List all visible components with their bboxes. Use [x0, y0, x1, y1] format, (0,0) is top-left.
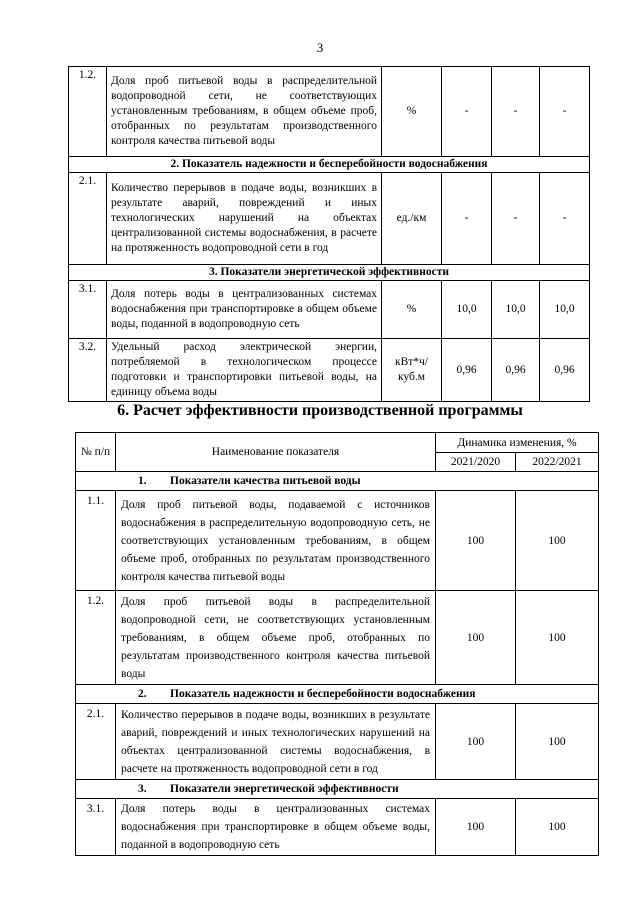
value-cell: 100: [516, 799, 599, 856]
unit-cell: %: [382, 67, 442, 157]
value-cell: 100: [516, 591, 599, 685]
section-row: [76, 780, 599, 799]
page-number: 3: [316, 40, 324, 55]
section-number: 2.: [138, 688, 147, 700]
table-row: [69, 281, 590, 339]
value-cell: 100: [436, 491, 516, 591]
value-cell: 0,96: [442, 339, 492, 402]
value-cell: 100: [436, 591, 516, 685]
header-name: Наименование показателя: [116, 433, 436, 472]
indicator-name: Удельный расход электрической энергии, потребляемой в технологическом процессе подготовки и транспортировки питьевой воды, на единицу объема воды: [107, 339, 382, 402]
value-cell: 100: [516, 704, 599, 780]
section-heading: [76, 780, 599, 799]
header-number: № п/п: [76, 433, 116, 472]
table-row: [76, 704, 599, 780]
value-cell: 0,96: [540, 339, 590, 402]
value-cell: -: [540, 173, 590, 265]
row-number: 1.1.: [76, 491, 116, 591]
row-number: 2.1.: [69, 173, 107, 265]
efficiency-table: [75, 432, 599, 856]
header-row: [76, 433, 599, 453]
row-number: 3.1.: [69, 281, 107, 339]
value-cell: -: [492, 173, 540, 265]
indicator-name: Доля проб питьевой воды в распределительной водопроводной сети, не соответствующих установленным требованиям, в общем объеме проб, отобранных по результатам производственного контроля качества питьевой воды: [107, 67, 382, 157]
section-row: [69, 157, 590, 173]
value-cell: -: [492, 67, 540, 157]
value-cell: 100: [516, 491, 599, 591]
section-heading: [76, 685, 599, 704]
unit-cell: кВт*ч/ куб.м: [382, 339, 442, 402]
value-cell: 0,96: [492, 339, 540, 402]
value-cell: -: [442, 67, 492, 157]
value-cell: 10,0: [540, 281, 590, 339]
value-cell: -: [442, 173, 492, 265]
section-label: Показатели энергетической эффективности: [170, 783, 399, 795]
value-cell: 100: [436, 799, 516, 856]
indicators-table: [68, 66, 590, 402]
table-row: [69, 67, 590, 157]
section-heading: [76, 472, 599, 491]
unit-cell: ед./км: [382, 173, 442, 265]
row-number: 3.1.: [76, 799, 116, 856]
section-heading: 2. Показатель надежности и бесперебойности водоснабжения: [69, 157, 590, 173]
table-row: [69, 339, 590, 402]
value-cell: -: [540, 67, 590, 157]
indicator-name: Доля проб питьевой воды в распределительной водопроводной сети, не соответствующих установленным требованиям, в общем объеме проб, отобранных по результатам производственного контроля качества питьевой воды: [116, 591, 436, 685]
indicator-name: Количество перерывов в подаче воды, возникших в результате аварий, повреждений и иных технологических нарушений на объектах централизованной системы водоснабжения, в расчете на протяженность водопроводной сети в год: [116, 704, 436, 780]
section-label: Показатели качества питьевой воды: [170, 475, 361, 487]
section-number: 1.: [138, 475, 147, 487]
table-row: [76, 591, 599, 685]
section-number: 3.: [138, 783, 147, 795]
row-number: 2.1.: [76, 704, 116, 780]
indicator-name: Доля потерь воды в централизованных системах водоснабжения при транспортировке в общем объеме воды, поданной в водопроводную сеть: [116, 799, 436, 856]
header-dynamics: Динамика изменения, %: [436, 433, 599, 453]
section-label: Показатель надежности и бесперебойности водоснабжения: [170, 688, 476, 700]
section-row: [76, 685, 599, 704]
value-cell: 10,0: [492, 281, 540, 339]
row-number: 1.2.: [69, 67, 107, 157]
row-number: 1.2.: [76, 591, 116, 685]
section-title: 6. Расчет эффективности производственной программы: [117, 402, 523, 419]
indicator-name: Доля проб питьевой воды, подаваемой с источников водоснабжения в распределительную водопроводную сеть, не соответствующих установленным требованиям, в общем объеме проб, отобранных по результатам производственного контроля качества питьевой воды: [116, 491, 436, 591]
table-row: [76, 799, 599, 856]
section-heading: 3. Показатели энергетической эффективности: [69, 265, 590, 281]
section-row: [76, 472, 599, 491]
section-row: [69, 265, 590, 281]
value-cell: 10,0: [442, 281, 492, 339]
table-row: [76, 491, 599, 591]
table-row: [69, 173, 590, 265]
header-period: 2022/2021: [516, 453, 599, 472]
value-cell: 100: [436, 704, 516, 780]
indicator-name: Количество перерывов в подаче воды, возникших в результате аварий, повреждений и иных технологических нарушений на объектах централизованной системы водоснабжения, в расчете на протяженность водопроводной сети в год: [107, 173, 382, 265]
indicator-name: Доля потерь воды в централизованных системах водоснабжения при транспортировке в общем объеме воды, поданной в водопроводную сеть: [107, 281, 382, 339]
unit-cell: %: [382, 281, 442, 339]
row-number: 3.2.: [69, 339, 107, 402]
header-period: 2021/2020: [436, 453, 516, 472]
